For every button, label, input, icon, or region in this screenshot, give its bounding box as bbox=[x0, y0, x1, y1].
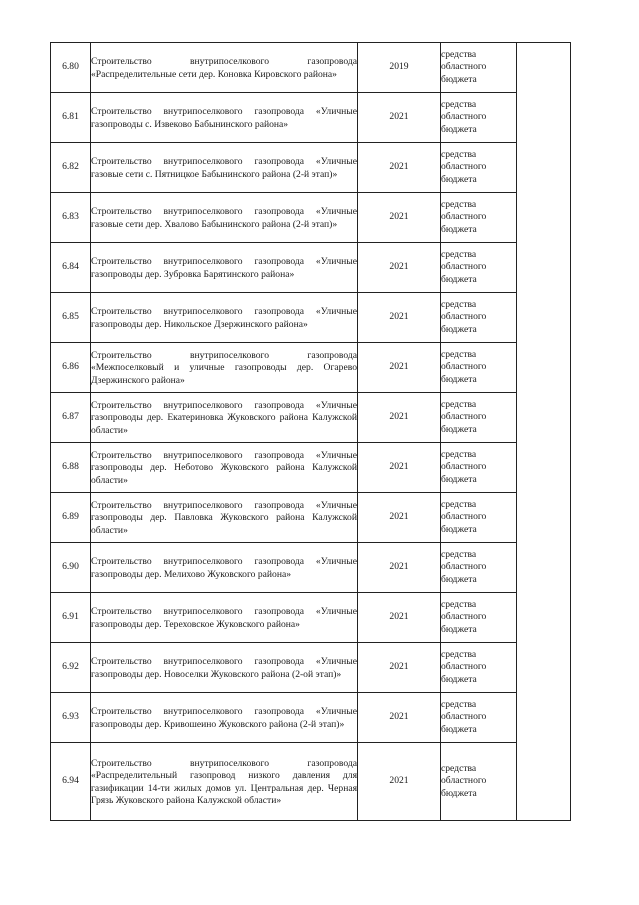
row-name-cell bbox=[91, 93, 358, 143]
table-row bbox=[51, 743, 571, 821]
project-name: Строительство внутрипоселкового газопровода «Распределительный газопровод низкого давления для газификации 14-ти жилых домов ул. Центральная дер. Черная Грязь Жуковского района Калужской области» bbox=[91, 757, 357, 806]
row-name-cell bbox=[91, 543, 358, 593]
project-name: Строительство внутрипоселкового газопровода «Уличные газопроводы дер. Екатериновка Жуковского района Калужской области» bbox=[91, 400, 357, 436]
row-year: 2021 bbox=[358, 743, 441, 821]
row-year: 2021 bbox=[358, 443, 441, 493]
table-row bbox=[51, 493, 571, 543]
row-year: 2021 bbox=[358, 493, 441, 543]
row-name-cell bbox=[91, 743, 358, 821]
row-number: 6.80 bbox=[51, 43, 91, 93]
row-funding-source: средства областного бюджета bbox=[441, 393, 517, 443]
row-number: 6.81 bbox=[51, 93, 91, 143]
row-year: 2021 bbox=[358, 593, 441, 643]
row-funding-source: средства областного бюджета bbox=[441, 593, 517, 643]
row-name-cell bbox=[91, 493, 358, 543]
row-funding-source: средства областного бюджета bbox=[441, 343, 517, 393]
row-funding-source: средства областного бюджета bbox=[441, 743, 517, 821]
row-number: 6.86 bbox=[51, 343, 91, 393]
project-name: Строительство внутрипоселкового газопровода «Уличные газопроводы с. Извеково Бабынинского района» bbox=[91, 106, 357, 130]
row-name-cell bbox=[91, 243, 358, 293]
row-number: 6.90 bbox=[51, 543, 91, 593]
row-name-cell bbox=[91, 343, 358, 393]
row-funding-source: средства областного бюджета bbox=[441, 293, 517, 343]
row-year: 2021 bbox=[358, 143, 441, 193]
row-year: 2021 bbox=[358, 193, 441, 243]
table-body bbox=[51, 43, 571, 821]
project-name: Строительство внутрипоселкового газопровода «Уличные газопроводы дер. Павловка Жуковского района Калужской области» bbox=[91, 500, 357, 536]
row-name-cell bbox=[91, 293, 358, 343]
project-name: Строительство внутрипоселкового газопровода «Уличные газопроводы дер. Новоселки Жуковского района (2-ой этап)» bbox=[91, 656, 357, 680]
project-name: Строительство внутрипоселкового газопровода «Межпоселковый и уличные газопроводы дер. Огарево Дзержинского района» bbox=[91, 350, 357, 386]
table-row bbox=[51, 643, 571, 693]
row-number: 6.82 bbox=[51, 143, 91, 193]
row-number: 6.85 bbox=[51, 293, 91, 343]
table-row bbox=[51, 343, 571, 393]
project-name: Строительство внутрипоселкового газопровода «Уличные газопроводы дер. Кривошеино Жуковского района (2-й этап)» bbox=[91, 706, 357, 730]
project-name: Строительство внутрипоселкового газопровода «Уличные газопроводы дер. Неботово Жуковского района Калужской области» bbox=[91, 450, 357, 486]
merged-empty-column bbox=[517, 43, 571, 821]
row-funding-source: средства областного бюджета bbox=[441, 643, 517, 693]
row-funding-source: средства областного бюджета bbox=[441, 143, 517, 193]
row-funding-source: средства областного бюджета bbox=[441, 443, 517, 493]
project-name: Строительство внутрипоселкового газопровода «Уличные газовые сети дер. Хвалово Бабынинского района (2-й этап)» bbox=[91, 206, 357, 230]
row-name-cell bbox=[91, 443, 358, 493]
row-name-cell bbox=[91, 193, 358, 243]
row-funding-source: средства областного бюджета bbox=[441, 493, 517, 543]
row-year: 2021 bbox=[358, 343, 441, 393]
row-name-cell bbox=[91, 393, 358, 443]
project-name: Строительство внутрипоселкового газопровода «Уличные газопроводы дер. Тереховское Жуковского района» bbox=[91, 606, 357, 630]
table-row bbox=[51, 243, 571, 293]
table-row bbox=[51, 43, 571, 93]
project-name: Строительство внутрипоселкового газопровода «Уличные газопроводы дер. Зубровка Барятинского района» bbox=[91, 256, 357, 280]
row-number: 6.83 bbox=[51, 193, 91, 243]
row-name-cell bbox=[91, 593, 358, 643]
table-row bbox=[51, 93, 571, 143]
project-name: Строительство внутрипоселкового газопровода «Распределительные сети дер. Коновка Кировского района» bbox=[91, 56, 357, 80]
project-name: Строительство внутрипоселкового газопровода «Уличные газопроводы дер. Никольское Дзержинского района» bbox=[91, 306, 357, 330]
row-year: 2021 bbox=[358, 643, 441, 693]
row-year: 2021 bbox=[358, 693, 441, 743]
row-year: 2021 bbox=[358, 293, 441, 343]
project-name: Строительство внутрипоселкового газопровода «Уличные газопроводы дер. Мелихово Жуковского района» bbox=[91, 556, 357, 580]
row-name-cell bbox=[91, 43, 358, 93]
table-row bbox=[51, 593, 571, 643]
table-row bbox=[51, 293, 571, 343]
row-name-cell bbox=[91, 143, 358, 193]
table-row bbox=[51, 193, 571, 243]
row-number: 6.94 bbox=[51, 743, 91, 821]
row-year: 2021 bbox=[358, 243, 441, 293]
table-row bbox=[51, 693, 571, 743]
row-number: 6.93 bbox=[51, 693, 91, 743]
table-row bbox=[51, 443, 571, 493]
row-funding-source: средства областного бюджета bbox=[441, 543, 517, 593]
row-number: 6.87 bbox=[51, 393, 91, 443]
table-row bbox=[51, 543, 571, 593]
gas-pipeline-table bbox=[50, 42, 571, 821]
row-year: 2021 bbox=[358, 93, 441, 143]
row-number: 6.91 bbox=[51, 593, 91, 643]
row-name-cell bbox=[91, 693, 358, 743]
row-year: 2019 bbox=[358, 43, 441, 93]
row-funding-source: средства областного бюджета bbox=[441, 693, 517, 743]
table-row bbox=[51, 393, 571, 443]
row-funding-source: средства областного бюджета bbox=[441, 93, 517, 143]
row-funding-source: средства областного бюджета bbox=[441, 193, 517, 243]
row-funding-source: средства областного бюджета bbox=[441, 243, 517, 293]
table-row bbox=[51, 143, 571, 193]
row-number: 6.88 bbox=[51, 443, 91, 493]
row-year: 2021 bbox=[358, 543, 441, 593]
row-number: 6.84 bbox=[51, 243, 91, 293]
row-number: 6.89 bbox=[51, 493, 91, 543]
row-name-cell bbox=[91, 643, 358, 693]
row-number: 6.92 bbox=[51, 643, 91, 693]
row-funding-source: средства областного бюджета bbox=[441, 43, 517, 93]
row-year: 2021 bbox=[358, 393, 441, 443]
project-name: Строительство внутрипоселкового газопровода «Уличные газовые сети с. Пятницкое Бабынинского района (2-й этап)» bbox=[91, 156, 357, 180]
